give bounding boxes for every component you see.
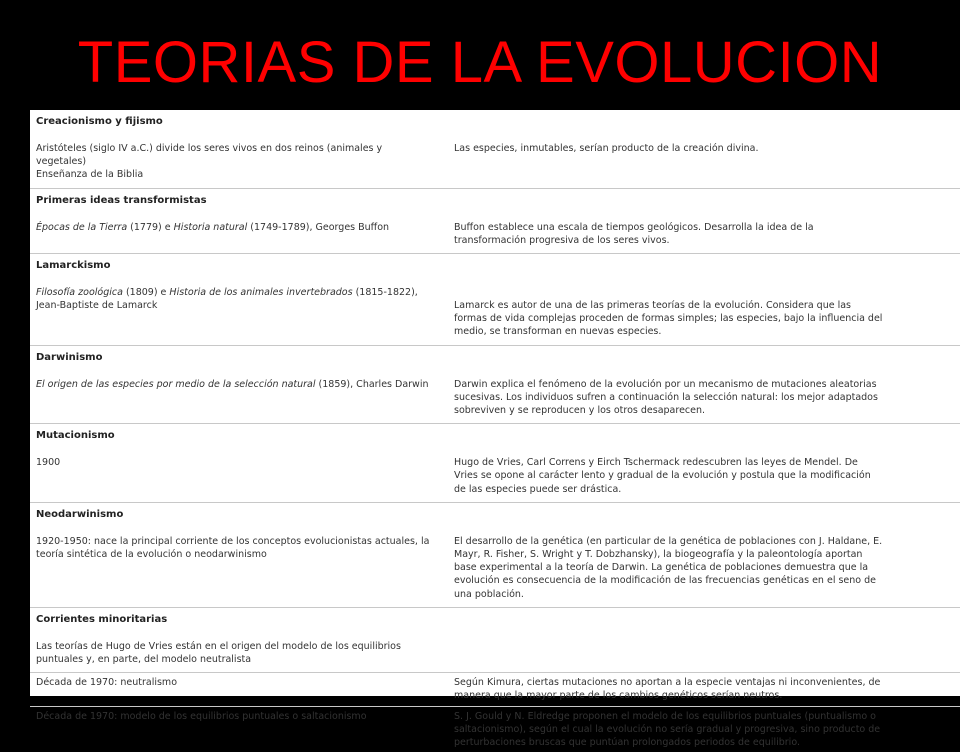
table-row [30, 286, 960, 339]
row-description: Según Kimura, ciertas mutaciones no aportan a la especie ventajas ni inconvenientes, de manera que la mayor parte de los cambios genéticos serían neutros. [454, 677, 881, 702]
source-text: (1859), Charles Darwin [315, 378, 429, 390]
work-title: Historia natural [173, 221, 248, 233]
section-description: Las especies, inmutables, serían producto de la creación divina. [454, 143, 759, 154]
section-title: Mutacionismo [36, 430, 115, 442]
section-creacionismo [30, 110, 960, 189]
section-title: Corrientes minoritarias [36, 613, 168, 625]
section-corrientes-minoritarias [30, 608, 960, 673]
row-equilibrios-puntuales [30, 707, 960, 752]
section-title: Lamarckismo [36, 260, 111, 272]
table-row [30, 221, 960, 247]
source-text: (1749-1789), Georges Buffon [247, 221, 390, 233]
table-row [30, 710, 960, 750]
section-description: El desarrollo de la genética (en particular de la genética de poblaciones con J. Haldane, E. Mayr, R. Fisher, S. Wright y T. Dobzhansky), la biogeografía y la paleontología aportan base experimental a la teoría de Darwin. La genética de poblaciones demuestra que la evolución es consecuencia de la modificación de las frecuencias genéticas en el seno de una población. [454, 535, 883, 600]
row-description: S. J. Gould y N. Eldredge proponen el modelo de los equilibrios puntuales (puntualismo o saltacionismo), según el cual la evolución no sería gradual y progresiva, sino producto de perturbaciones bruscas que puntúan prolongados periodos de equilibrio. [454, 710, 881, 749]
table-row [30, 378, 960, 418]
section-description: Darwin explica el fenómeno de la evolución por un mecanismo de mutaciones aleatorias sucesivas. Los individuos sufren a continuación la selección natural: los mejor adaptados sobreviven y se reproducen y los otros desaparecen. [454, 378, 878, 417]
section-description: Lamarck es autor de una de las primeras teorías de la evolución. Considera que las formas de vida complejas proceden de formas simples; las especies, bajo la influencia del medio, se transforman en nuevas especies. [454, 300, 883, 338]
section-source [30, 286, 442, 339]
section-primeras-ideas [30, 189, 960, 254]
work-title: El origen de las especies por medio de la selección natural [36, 378, 316, 390]
section-neodarwinismo [30, 503, 960, 608]
section-source [30, 221, 442, 247]
section-title: Creacionismo y fijismo [36, 116, 163, 127]
source-text: (1779) e [127, 221, 174, 233]
section-source [30, 378, 442, 418]
table-row [30, 640, 960, 666]
section-description: Buffon establece una escala de tiempos geológicos. Desarrolla la idea de la transformación progresiva de los seres vivos. [454, 221, 814, 246]
section-title: Darwinismo [36, 351, 103, 363]
section-title: Neodarwinismo [36, 508, 124, 520]
section-lamarckismo [30, 254, 960, 346]
row-period: Década de 1970: neutralismo [36, 677, 178, 689]
section-source: 1900 [36, 457, 61, 469]
section-title: Primeras ideas transformistas [36, 194, 207, 206]
table-row [30, 535, 960, 601]
table-row [30, 456, 960, 496]
section-mutacionismo [30, 424, 960, 503]
source-text: (1815-1822), Jean-Baptiste de Lamarck [36, 287, 418, 312]
section-description: Hugo de Vries, Carl Correns y Eirch Tschermack redescubren las leyes de Mendel. De Vries se opone al carácter lento y gradual de la evolución y postula que la modificación de las especies puede ser drástica. [454, 457, 871, 495]
slide-title: TEORIAS DE LA EVOLUCION [77, 30, 883, 95]
section-description [442, 640, 892, 666]
row-period: Década de 1970: modelo de los equilibrios puntuales o saltacionismo [36, 710, 367, 722]
section-source: Aristóteles (siglo IV a.C.) divide los seres vivos en dos reinos (animales y vegetales) Enseñanza de la Biblia [36, 143, 383, 181]
work-title: Épocas de la Tierra [36, 221, 128, 233]
section-darwinismo [30, 346, 960, 425]
evolution-theories-table [30, 110, 960, 749]
source-text: (1809) e [122, 287, 170, 299]
work-title: Historia de los animales invertebrados [169, 287, 353, 299]
table-row [30, 676, 960, 702]
row-neutralismo [30, 673, 960, 706]
work-title: Filosofía zoológica [36, 287, 123, 299]
section-source: 1920-1950: nace la principal corriente de los conceptos evolucionistas actuales, la teoría sintética de la evolución o neodarwinismo [36, 535, 430, 561]
section-source: Las teorías de Hugo de Vries están en el origen del modelo de los equilibrios puntuales y, en parte, del modelo neutralista [36, 640, 401, 666]
table-row [30, 142, 960, 182]
